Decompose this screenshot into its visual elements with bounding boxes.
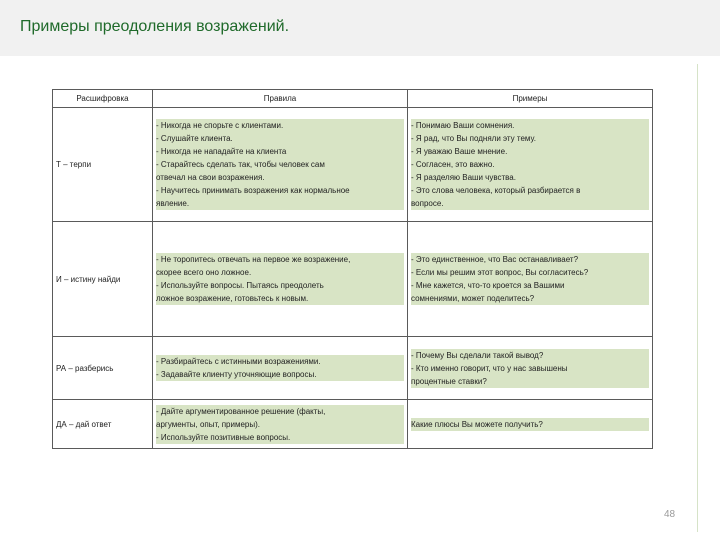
header-examples: Примеры: [408, 90, 653, 108]
example-line: - Я разделяю Ваши чувства.: [411, 173, 516, 182]
example-line: - Это единственное, что Вас останавливает?: [411, 255, 579, 264]
examples-list: [411, 253, 649, 305]
rules-cell: [153, 337, 408, 400]
example-line: - Я рад, что Вы подняли эту тему.: [411, 134, 536, 143]
examples-list: [411, 418, 649, 431]
rules-cell: [153, 108, 408, 222]
example-line: - Почему Вы сделали такой вывод?: [411, 350, 544, 360]
table-header-row: [53, 90, 653, 108]
rule-line: - Не торопитесь отвечать на первое же возражение,: [156, 255, 351, 264]
example-line: - Согласен, это важно.: [411, 160, 495, 169]
table-row: [53, 222, 653, 337]
rules-list: [156, 405, 404, 444]
objections-table: [52, 89, 653, 449]
rule-line: скорее всего оно ложное.: [156, 268, 252, 277]
row-key: Т – терпи: [53, 108, 153, 222]
rule-line: - Используйте вопросы. Пытаясь преодолеть: [156, 281, 324, 290]
rule-line: - Используйте позитивные вопросы.: [156, 432, 291, 442]
rules-cell: [153, 400, 408, 449]
example-line: процентные ставки?: [411, 376, 487, 386]
row-key: ДА – дай ответ: [53, 400, 153, 449]
example-line: - Мне кажется, что-то кроется за Вашими: [411, 281, 565, 290]
rules-list: [156, 119, 404, 210]
header-decoding: Расшифровка: [53, 90, 153, 108]
rule-line: аргументы, опыт, примеры).: [156, 419, 260, 429]
rule-line: отвечал на свои возражения.: [156, 173, 265, 182]
row-key: И – истину найди: [53, 222, 153, 337]
example-line: - Если мы решим этот вопрос, Вы согласитесь?: [411, 268, 589, 277]
examples-list: [411, 349, 649, 388]
rules-list: [156, 355, 404, 381]
table-row: [53, 108, 653, 222]
examples-cell: [408, 337, 653, 400]
rule-line: - Разбирайтесь с истинными возражениями.: [156, 357, 321, 366]
rule-line: - Научитесь принимать возражения как нормальное: [156, 186, 350, 195]
table-row: [53, 400, 653, 449]
example-line: - Кто именно говорит, что у нас завышены: [411, 363, 568, 373]
slide-title: Примеры преодоления возражений.: [20, 18, 290, 35]
example-line: - Это слова человека, который разбирается в: [411, 186, 581, 195]
rule-line: - Никогда не спорьте с клиентами.: [156, 121, 284, 130]
rule-line: - Никогда не нападайте на клиента: [156, 147, 287, 156]
examples-list: [411, 119, 649, 210]
page-number: 48: [664, 509, 676, 520]
rule-line: ложное возражение, готовьтесь к новым.: [156, 294, 309, 303]
example-line: - Понимаю Ваши сомнения.: [411, 121, 515, 130]
rules-cell: [153, 222, 408, 337]
row-key: РА – разберись: [53, 337, 153, 400]
table-row: [53, 337, 653, 400]
example-line: вопросе.: [411, 199, 444, 208]
rule-line: явление.: [156, 199, 190, 208]
example-line: сомнениями, может поделитесь?: [411, 294, 535, 303]
rule-line: - Задавайте клиенту уточняющие вопросы.: [156, 370, 317, 379]
rule-line: - Слушайте клиента.: [156, 134, 233, 143]
example-line: Какие плюсы Вы можете получить?: [411, 419, 543, 429]
examples-cell: [408, 222, 653, 337]
rule-line: - Дайте аргументированное решение (факты,: [156, 406, 326, 416]
header-rules: Правила: [153, 90, 408, 108]
rule-line: - Старайтесь сделать так, чтобы человек сам: [156, 160, 325, 169]
rules-list: [156, 253, 404, 305]
examples-cell: [408, 400, 653, 449]
examples-cell: [408, 108, 653, 222]
example-line: - Я уважаю Ваше мнение.: [411, 147, 508, 156]
right-divider-line: [697, 64, 698, 532]
